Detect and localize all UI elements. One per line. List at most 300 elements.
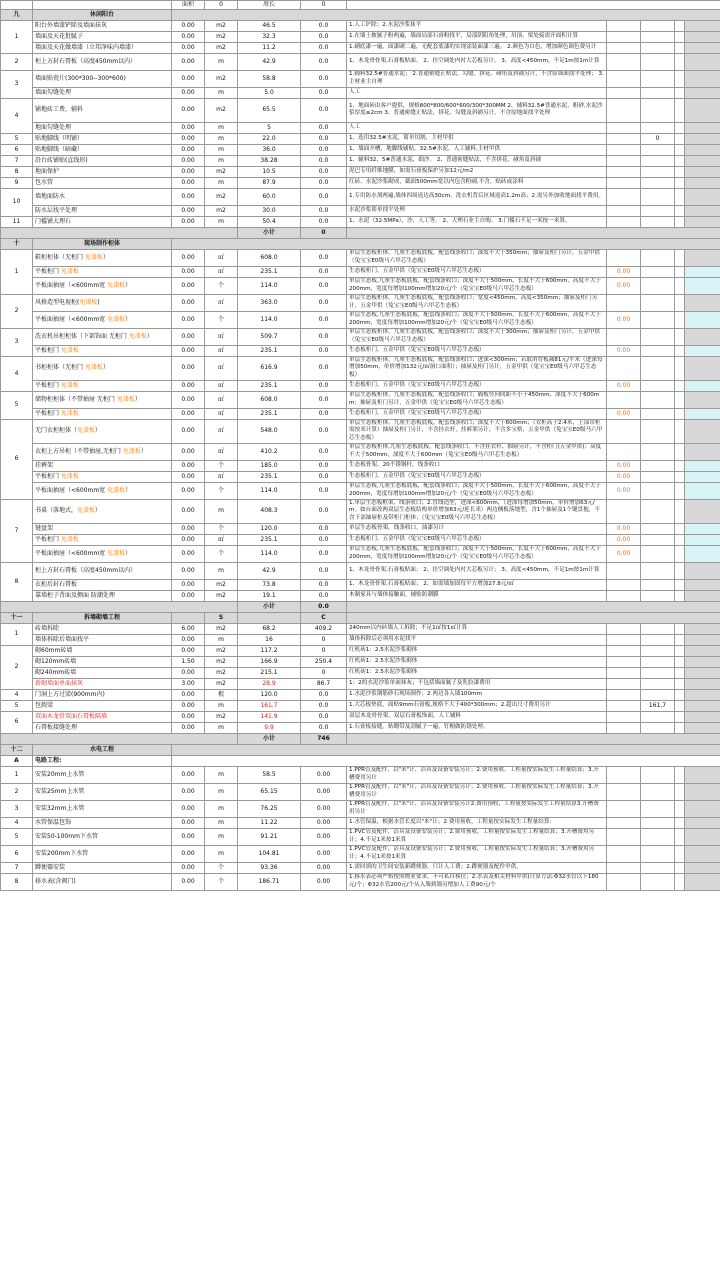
amount-cell[interactable]: 0.0 [301,20,347,31]
extra-cell[interactable] [641,356,675,380]
unit-cell[interactable]: m [205,133,238,144]
description-cell[interactable]: 1.辅料32.5#普通水泥； 2.普通密缝正贴法，勾缝、拼花、碰角及斜铺另计，不含原墙面找平处理； 3.主材业主自理 [347,70,607,87]
extra-cell[interactable] [641,311,675,328]
extra-cell[interactable] [641,678,675,689]
highlight-cell[interactable] [607,31,641,42]
price-cell[interactable]: 16 [238,634,301,645]
description-cell[interactable]: 双层木龙骨骨架，双层石膏板饰面，人工辅料 [347,711,607,722]
price-cell[interactable]: 548.0 [238,419,301,443]
quantity-cell[interactable]: 0.00 [172,345,205,356]
perimeter-value[interactable]: 0 [301,1,347,10]
description-cell[interactable]: 1.石膏板接缝，贴绷带及刮腻子一遍，钉帽做防锈处理。 [347,722,607,733]
price-cell[interactable]: 5 [238,122,301,133]
group-number[interactable]: 6 [1,845,33,862]
item-name[interactable] [33,294,172,311]
price-cell[interactable]: 166.9 [238,656,301,667]
price-cell[interactable]: 58.5 [238,766,301,783]
unit-cell[interactable]: m2 [205,31,238,42]
extra-cell[interactable] [641,249,675,266]
item-name[interactable] [33,277,172,294]
extra-cell[interactable] [641,391,675,408]
description-cell[interactable]: 红砖、水泥沙浆砌成，截面500mm宽以内包含粉刷,不含，贴砖或涂料 [347,177,607,188]
amount-cell[interactable]: 0.0 [301,277,347,294]
highlight-cell[interactable] [607,87,641,98]
amount-cell[interactable]: 0.0 [301,534,347,545]
quantity-cell[interactable]: 0.00 [172,523,205,534]
unit-cell[interactable]: 个 [205,482,238,499]
unit-cell[interactable]: m [205,562,238,579]
extra-cell[interactable] [641,711,675,722]
extra-cell[interactable] [641,20,675,31]
unit-cell[interactable]: m2 [205,656,238,667]
price-cell[interactable]: 114.0 [238,545,301,562]
price-cell[interactable]: 22.0 [238,133,301,144]
extra-cell[interactable] [641,266,675,277]
amount-cell[interactable]: 250.4 [301,656,347,667]
group-number[interactable]: 2 [1,53,33,70]
amount-cell[interactable]: 0.0 [301,294,347,311]
highlight-cell[interactable] [607,166,641,177]
unit-cell[interactable]: ㎡ [205,294,238,311]
item-name[interactable]: 墙面及天花做墙漆（立邦净味内墙漆） [33,42,172,53]
price-cell[interactable]: 87.9 [238,177,301,188]
unit-cell[interactable]: m2 [205,98,238,122]
quantity-cell[interactable]: 0.00 [172,249,205,266]
quantity-cell[interactable]: 0.00 [172,711,205,722]
item-name[interactable] [33,545,172,562]
price-cell[interactable]: 10.5 [238,166,301,177]
extra-cell[interactable] [641,345,675,356]
item-name[interactable]: 沿台砖铺贴(直线形) [33,155,172,166]
group-number[interactable]: 7 [1,155,33,166]
item-name[interactable]: 安装32mm上水管 [33,800,172,817]
extra-cell[interactable] [641,562,675,579]
unit-cell[interactable]: m [205,817,238,828]
price-cell[interactable]: 509.7 [238,328,301,345]
description-cell[interactable]: 生态板柜门，五金甲供（兔宝宝E0级马六甲芯生态板） [347,266,607,277]
description-cell[interactable]: 红机砖1：2.5水泥沙浆砌体 [347,667,607,678]
description-cell[interactable]: 人工 [347,87,607,98]
description-cell[interactable]: 1、水泥（32.5MPa），沙，人工等。 2、大理石业主自购。 3.门槛石不足一米按一米算。 [347,216,607,227]
extra-cell[interactable] [641,188,675,205]
amount-cell[interactable]: 0.0 [301,408,347,419]
amount-cell[interactable]: 0.0 [301,70,347,87]
highlight-cell[interactable] [607,249,641,266]
unit-cell[interactable]: ㎡ [205,356,238,380]
extra-cell[interactable] [641,460,675,471]
description-cell[interactable]: 1、辅料32、5#普通水泥、细沙。 2、普通密缝贴法，不含拼花、碰角及斜铺 [347,155,607,166]
extra-cell[interactable] [641,766,675,783]
description-cell[interactable]: 1.水管保温，根据水管长度以"米"计；2.费用预收，工程量按实际发生工程量结算： [347,817,607,828]
unit-cell[interactable]: ㎡ [205,534,238,545]
highlight-cell[interactable] [607,98,641,122]
description-cell[interactable]: 1、墙面开槽，地脚线铺贴，32.5#水泥，人工辅料,主材甲供 [347,144,607,155]
unit-cell[interactable]: m [205,53,238,70]
price-cell[interactable]: 38.28 [238,155,301,166]
unit-cell[interactable]: m2 [205,20,238,31]
description-cell[interactable]: 1、地面砖由客户提供，规格800*800/600*600/300*300MM 2、辅料32.5#普通水泥、粗砂,水泥沙浆厚度≤2cm 3、普通密缝正贴法，拼花、勾缝及斜铺另计，不含原地面找平处理 [347,98,607,122]
description-cell[interactable]: 生态板骨架，20不锈钢杆，线条收口 [347,460,607,471]
price-cell[interactable]: 117.2 [238,645,301,656]
extra-cell[interactable] [641,177,675,188]
item-name[interactable]: 柜上方封石膏板（高度450mm以内） [33,53,172,70]
highlight-cell[interactable] [607,177,641,188]
price-cell[interactable]: 65.15 [238,783,301,800]
quantity-cell[interactable]: 0.00 [172,311,205,328]
price-cell[interactable]: 120.0 [238,689,301,700]
unit-cell[interactable]: m2 [205,205,238,216]
item-name[interactable] [33,443,172,460]
amount-cell[interactable]: 0.0 [301,700,347,711]
highlight-cell[interactable]: 0.00 [607,345,641,356]
highlight-cell[interactable] [607,817,641,828]
extra-cell[interactable] [641,817,675,828]
description-cell[interactable]: 单层生态板柜体，九厘生态板底板，配套线条收口；深度不大于300mm；抽屉及柜门另计，五金甲供（兔宝宝E0级马六甲芯生态板） [347,328,607,345]
description-cell[interactable]: 单层生态板,九厘生态板底板，配套线条收口；深度不大于500mm，长度不大于600mm，高度不大于200mm，宽度每增加100mm增加20元/个（兔宝宝E0级马六甲芯生态板） [347,311,607,328]
highlight-cell[interactable] [607,443,641,460]
group-number[interactable]: 6 [1,711,33,733]
group-number[interactable]: 4 [1,689,33,700]
description-cell[interactable]: 1.大芯板垫底，面贴9mm石膏板,规格不大于400*300mm；2.超出尺寸费用另计 [347,700,607,711]
unit-cell[interactable]: 个 [205,277,238,294]
amount-cell[interactable]: 0.00 [301,862,347,873]
quantity-cell[interactable]: 0.00 [172,42,205,53]
amount-cell[interactable]: 0 [301,667,347,678]
amount-cell[interactable]: 0.0 [301,722,347,733]
amount-cell[interactable]: 0.0 [301,356,347,380]
description-cell[interactable]: 生态板柜门，五金甲供（兔宝宝E0级马六甲芯生态板） [347,380,607,391]
amount-cell[interactable]: 0.0 [301,689,347,700]
group-number[interactable]: 3 [1,800,33,817]
description-cell[interactable]: 240mm以内砖墙人工拆除；不足1㎡按1㎡计算 [347,623,607,634]
extra-cell[interactable] [641,645,675,656]
item-name[interactable]: 防水层找平处理 [33,205,172,216]
price-cell[interactable]: 11.22 [238,817,301,828]
quantity-cell[interactable]: 0.00 [172,391,205,408]
group-number[interactable]: 3 [1,328,33,356]
item-name[interactable] [33,380,172,391]
description-cell[interactable]: 1、木龙骨骨架,石膏板贴面； 2、挂空调处内衬大芯板另计； 3、高度<450mm，不足1m按1m计算 [347,562,607,579]
group-number[interactable]: 2 [1,783,33,800]
extra-cell[interactable] [641,294,675,311]
description-cell[interactable]: 单层生态板柜体，九厘生态板底板，配套线条收口；深度不大于350mm；抽屉及柜门另计，五金甲供（兔宝宝E0级马六甲芯生态板） [347,249,607,266]
item-name[interactable]: 移水表(含阀门) [33,873,172,890]
extra-cell[interactable] [641,828,675,845]
quantity-cell[interactable]: 0.00 [172,634,205,645]
description-cell[interactable]: 1.专用防水剂两遍,墙体四周返边高30cm、洗衣机背后区域返高1.2m高；2.需另外加收地面找平费用。 [347,188,607,205]
item-name[interactable]: 包假梁 [33,700,172,711]
extra-cell[interactable] [641,70,675,87]
quantity-cell[interactable]: 0.00 [172,328,205,345]
description-cell[interactable]: 1、木龙骨骨架,石膏板贴面； 2、如需墙加固每平方增加27.8元/㎡ [347,579,607,590]
amount-cell[interactable]: 0.0 [301,31,347,42]
quantity-cell[interactable]: 0.00 [172,216,205,227]
amount-cell[interactable]: 0.0 [301,711,347,722]
highlight-cell[interactable]: 0.00 [607,266,641,277]
highlight-cell[interactable] [607,689,641,700]
area-value[interactable]: 0 [205,1,238,10]
highlight-cell[interactable] [607,20,641,31]
extra-cell[interactable] [641,471,675,482]
item-name[interactable]: 水管保温包饰 [33,817,172,828]
group-number[interactable]: 5 [1,700,33,711]
unit-cell[interactable]: m2 [205,188,238,205]
price-cell[interactable]: 42.9 [238,562,301,579]
price-cell[interactable]: 608.0 [238,391,301,408]
extra-cell[interactable] [641,534,675,545]
unit-cell[interactable]: m2 [205,645,238,656]
highlight-cell[interactable]: 0.00 [607,534,641,545]
item-name[interactable]: 挂裤架 [33,460,172,471]
description-cell[interactable]: 1.PVC管及配件，洁具及设备安装另计；2.费用预收，工程量按实际发生工程量结算；3.开槽费用另计；4.不足1米按1米算 [347,845,607,862]
quantity-cell[interactable]: 0.00 [172,783,205,800]
highlight-cell[interactable] [607,419,641,443]
item-name[interactable]: 墙面贴瓷片(300*300--300*600) [33,70,172,87]
highlight-cell[interactable] [607,356,641,380]
quantity-cell[interactable]: 0.00 [172,155,205,166]
amount-cell[interactable]: 0.0 [301,53,347,70]
extra-cell[interactable] [641,155,675,166]
group-number[interactable]: 5 [1,828,33,845]
description-cell[interactable]: 单层生态板,九厘生态板底板，配套线条收口；深度不大于500mm，长度不大于600mm，高度不大于200mm，宽度每增加100mm增加20元/个（兔宝宝E0级马六甲芯生态板） [347,277,607,294]
unit-cell[interactable]: m [205,216,238,227]
item-name[interactable]: 墙面及天花批腻子 [33,31,172,42]
unit-cell[interactable]: ㎡ [205,419,238,443]
group-number[interactable]: 8 [1,166,33,177]
price-cell[interactable]: 410.2 [238,443,301,460]
quantity-cell[interactable]: 0.00 [172,20,205,31]
unit-cell[interactable]: m2 [205,70,238,87]
extra-cell[interactable] [641,634,675,645]
extra-cell[interactable] [641,87,675,98]
highlight-cell[interactable] [607,188,641,205]
price-cell[interactable]: 104.81 [238,845,301,862]
description-cell[interactable]: 1.刷底漆一遍，面漆刷二遍，无配套底漆的实现涂装面漆三遍。 2.颜色为白色，增加颜色调色费另计 [347,42,607,53]
amount-cell[interactable]: 0.0 [301,155,347,166]
quantity-cell[interactable]: 0.00 [172,689,205,700]
unit-cell[interactable]: m2 [205,678,238,689]
extra-cell[interactable] [641,31,675,42]
item-name[interactable] [33,471,172,482]
highlight-cell[interactable] [607,783,641,800]
unit-cell[interactable]: m [205,634,238,645]
unit-cell[interactable]: 个 [205,862,238,873]
group-number[interactable]: 5 [1,391,33,419]
extra-cell[interactable]: 0 [641,133,675,144]
quantity-cell[interactable]: 6.00 [172,623,205,634]
highlight-cell[interactable] [607,623,641,634]
description-cell[interactable]: 1.PVC管及配件，洁具及设备安装另计；2.费用预收，工程量按实际发生工程量结算；3.开槽费用另计；4.不足1米按1米算 [347,828,607,845]
price-cell[interactable]: 363.0 [238,294,301,311]
item-name[interactable]: 安装200mm下水管 [33,845,172,862]
price-cell[interactable]: 68.2 [238,623,301,634]
highlight-cell[interactable]: 0.00 [607,277,641,294]
unit-cell[interactable]: m [205,155,238,166]
price-cell[interactable]: 215.1 [238,667,301,678]
extra-cell[interactable] [641,216,675,227]
item-name[interactable]: 阳台外墙漆铲除及墙面抹灰 [33,20,172,31]
amount-cell[interactable]: 0.0 [301,482,347,499]
highlight-cell[interactable] [607,873,641,890]
unit-cell[interactable]: ㎡ [205,380,238,391]
price-cell[interactable]: 186.71 [238,873,301,890]
amount-cell[interactable]: 0.0 [301,460,347,471]
unit-cell[interactable]: m [205,766,238,783]
group-number[interactable]: 4 [1,98,33,133]
amount-cell[interactable]: 0.00 [301,766,347,783]
unit-cell[interactable]: m [205,87,238,98]
description-cell[interactable]: 1.PPR管及配件，以"米"计，洁具及设备安装另计2.费用预收，工程量按实际发生工程量结算3.开槽费用另计 [347,800,607,817]
description-cell[interactable]: 单层生态板,九厘生态板底板，配套线条收口；深度不大于500mm，长度不大于600mm，高度不大于200mm，宽度每增加100mm增加20元/个（兔宝宝E0级马六甲芯生态板） [347,482,607,499]
extra-cell[interactable] [641,380,675,391]
unit-cell[interactable]: m2 [205,711,238,722]
extra-cell[interactable] [641,845,675,862]
description-cell[interactable]: 1、木龙骨骨架,石膏板贴面。 2、挂空调处内衬大芯板另计。 3、高度<450mm，不足1m按1m计算 [347,53,607,70]
quantity-cell[interactable]: 0.00 [172,873,205,890]
price-cell[interactable]: 5.0 [238,87,301,98]
amount-cell[interactable]: 0.00 [301,817,347,828]
item-name[interactable]: 柜上方封石膏板（高度450mm以内） [33,562,172,579]
description-cell[interactable]: 水泥沙浆简单找平处理 [347,205,607,216]
quantity-cell[interactable]: 0.00 [172,590,205,601]
highlight-cell[interactable] [607,122,641,133]
item-name[interactable] [33,328,172,345]
extra-cell[interactable] [641,408,675,419]
quantity-cell[interactable]: 0.00 [172,380,205,391]
unit-cell[interactable]: m [205,177,238,188]
extra-cell[interactable] [641,419,675,443]
price-cell[interactable]: 65.5 [238,98,301,122]
highlight-cell[interactable] [607,800,641,817]
quantity-cell[interactable]: 0.00 [172,766,205,783]
amount-cell[interactable]: 0.00 [301,800,347,817]
item-name[interactable] [33,534,172,545]
description-cell[interactable]: 单层生态板骨架，线条收口，油漆另计 [347,523,607,534]
amount-cell[interactable]: 0.0 [301,345,347,356]
quantity-cell[interactable]: 0.00 [172,800,205,817]
description-cell[interactable]: 1、选用32.5#水泥，简单切割，主材甲供 [347,133,607,144]
highlight-cell[interactable] [607,155,641,166]
unit-cell[interactable]: ㎡ [205,408,238,419]
unit-cell[interactable]: 个 [205,460,238,471]
price-cell[interactable]: 46.5 [238,20,301,31]
highlight-cell[interactable]: 0.00 [607,482,641,499]
extra-cell[interactable] [641,42,675,53]
unit-cell[interactable]: m [205,144,238,155]
amount-cell[interactable]: 0.0 [301,216,347,227]
description-cell[interactable]: 生态板柜门，五金甲供（兔宝宝E0级马六甲芯生态板） [347,471,607,482]
item-name[interactable]: 铺地砖工费，辅料 [33,98,172,122]
highlight-cell[interactable] [607,499,641,523]
price-cell[interactable]: 161.7 [238,700,301,711]
description-cell[interactable]: 1.需回填的卫生间安装新蹲便器，只计人工费；2.蹲便器及配件甲供。 [347,862,607,873]
quantity-cell[interactable]: 0.00 [172,98,205,122]
highlight-cell[interactable]: 0.00 [607,408,641,419]
quantity-cell[interactable]: 0.00 [172,53,205,70]
quantity-cell[interactable]: 0.00 [172,133,205,144]
unit-cell[interactable]: m [205,828,238,845]
extra-cell[interactable] [641,722,675,733]
description-cell[interactable]: 单层生态板柜体，九厘生态板底板，配套线条收口；深度不大于600mm；（衣柜高于2.4米，上部吊柜需按米计算）抽屉及柜门另计，不含挂衣杆，挂裤架另计，不含多宝格，五金甲供（兔宝宝E0级马六甲芯生态板） [347,419,607,443]
item-name[interactable] [33,419,172,443]
extra-cell[interactable] [641,499,675,523]
unit-cell[interactable]: 个 [205,523,238,534]
item-name[interactable]: 蹲便器安装 [33,862,172,873]
description-cell[interactable]: 1.水泥沙浆钢筋砂石现场制作；2.两边各入墙100mm [347,689,607,700]
price-cell[interactable]: 235.1 [238,345,301,356]
item-name[interactable]: 门洞上方过梁(900mm内) [33,689,172,700]
quantity-cell[interactable]: 0.00 [172,188,205,205]
item-name[interactable]: 门槛铺大理石 [33,216,172,227]
blank-cell[interactable] [33,1,172,10]
highlight-cell[interactable]: 0.00 [607,471,641,482]
unit-cell[interactable]: ㎡ [205,391,238,408]
description-cell[interactable]: 人工 [347,122,607,133]
price-cell[interactable]: 408.3 [238,499,301,523]
extra-cell[interactable] [641,205,675,216]
highlight-cell[interactable] [607,562,641,579]
item-name[interactable]: 墙面勾缝处理 [33,87,172,98]
price-cell[interactable]: 32.3 [238,31,301,42]
description-cell[interactable]: 红机砖1：2.5水泥沙浆砌体 [347,645,607,656]
item-name[interactable] [33,408,172,419]
price-cell[interactable]: 93.36 [238,862,301,873]
amount-cell[interactable]: 0.0 [301,42,347,53]
item-name[interactable] [33,482,172,499]
price-cell[interactable]: 73.8 [238,579,301,590]
highlight-cell[interactable] [607,391,641,408]
unit-cell[interactable]: 个 [205,545,238,562]
item-name[interactable]: 砌240mm砖墙 [33,667,172,678]
quantity-cell[interactable]: 0.00 [172,722,205,733]
extra-cell[interactable] [641,689,675,700]
description-cell[interactable]: 木制家具与墙体接触面，辅贴防潮膜 [347,590,607,601]
extra-cell[interactable] [641,443,675,460]
amount-cell[interactable]: 0.00 [301,783,347,800]
group-number[interactable]: 2 [1,645,33,689]
amount-cell[interactable]: 0.0 [301,311,347,328]
description-cell[interactable]: 1.PPR管及配件，以"米"计，洁具及设备安装另计；2.费用预收，工程量按实际发生工程量结算；3.开槽费用另计 [347,783,607,800]
quantity-cell[interactable]: 0.00 [172,862,205,873]
item-name[interactable]: 安装50-100mm下水管 [33,828,172,845]
quantity-cell[interactable]: 1.50 [172,656,205,667]
unit-cell[interactable]: ㎡ [205,471,238,482]
group-number[interactable]: 7 [1,862,33,873]
item-name[interactable] [33,356,172,380]
item-name[interactable]: 砌120mm砖墙 [33,656,172,667]
quantity-cell[interactable]: 0.00 [172,177,205,188]
group-number[interactable]: 4 [1,356,33,391]
amount-cell[interactable]: 86.7 [301,678,347,689]
unit-cell[interactable]: ㎡ [205,345,238,356]
amount-cell[interactable]: 0.0 [301,166,347,177]
highlight-cell[interactable]: 0.00 [607,523,641,534]
amount-cell[interactable]: 0.0 [301,443,347,460]
price-cell[interactable]: 235.1 [238,471,301,482]
amount-cell[interactable]: 0.0 [301,523,347,534]
unit-cell[interactable]: ㎡ [205,266,238,277]
item-name[interactable]: 墙体拆除后墙面找平 [33,634,172,645]
group-number[interactable]: 5 [1,133,33,144]
group-number[interactable]: 8 [1,873,33,890]
price-cell[interactable]: 28.9 [238,678,301,689]
highlight-cell[interactable] [607,590,641,601]
quantity-cell[interactable]: 0.00 [172,70,205,87]
description-cell[interactable]: 单层生态板柜体，九厘生态板底板，配套线条收口；隔板竖向间距不小于450mm，深度不大于600mm；抽屉及柜门另计，五金甲供（兔宝宝E0级马六甲芯生态板） [347,391,607,408]
highlight-cell[interactable] [607,645,641,656]
highlight-cell[interactable] [607,700,641,711]
highlight-cell[interactable] [607,711,641,722]
